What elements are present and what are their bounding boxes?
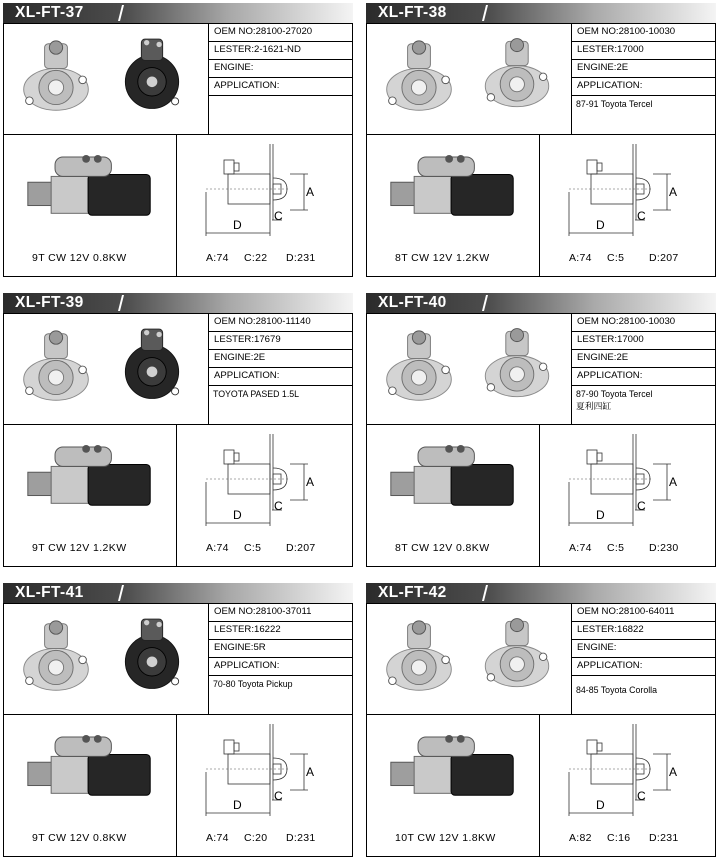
- application-text-2: 夏利四缸: [576, 401, 612, 411]
- dim-c-value: C:20: [244, 832, 268, 844]
- starter-photo-front: [18, 34, 94, 125]
- product-card: [3, 3, 353, 277]
- starter-photo-front: [18, 614, 94, 705]
- dim-d-value: D:230: [649, 542, 679, 554]
- dim-c-letter: C: [274, 499, 283, 513]
- dimension-diagram: [188, 140, 320, 253]
- dimension-diagram: [188, 430, 320, 543]
- dim-c-value: C:5: [607, 542, 625, 554]
- card-header: [366, 583, 716, 603]
- card-header: [366, 3, 716, 23]
- spec-table: [208, 24, 352, 134]
- card-header: [3, 583, 353, 603]
- starter-photo-side: [385, 150, 521, 235]
- dim-d-value: D:231: [286, 252, 316, 264]
- spec-oem: OEM NO:28100-11140: [214, 316, 311, 327]
- starter-photo-rear: [479, 612, 555, 701]
- model-title: XL-FT-41: [15, 584, 84, 601]
- header-slash: [482, 5, 488, 21]
- dim-a-value: A:82: [569, 832, 592, 844]
- dim-d-letter: D: [596, 218, 605, 232]
- application-text: 87-91 Toyota Tercel: [576, 99, 653, 109]
- starter-photo-rear: [479, 32, 555, 121]
- model-title: XL-FT-37: [15, 4, 84, 21]
- card-body: [3, 603, 353, 857]
- spec-oem: OEM NO:28100-10030: [577, 26, 676, 37]
- card-body: [3, 23, 353, 277]
- dim-d-letter: D: [233, 218, 242, 232]
- dim-a-letter: A: [306, 765, 315, 779]
- dim-a-letter: A: [306, 475, 315, 489]
- row-divider: [367, 714, 715, 715]
- spec-caption: 8T CW 12V 0.8KW: [395, 542, 490, 554]
- dim-c-value: C:16: [607, 832, 631, 844]
- spec-engine: ENGINE:: [577, 642, 617, 653]
- row-divider: [4, 424, 352, 425]
- dim-d-value: D:231: [286, 832, 316, 844]
- dim-a-value: A:74: [569, 542, 592, 554]
- spec-table: [208, 604, 352, 714]
- spec-lester: LESTER:16822: [577, 624, 644, 635]
- spec-caption: 8T CW 12V 1.2KW: [395, 252, 490, 264]
- card-header: [3, 3, 353, 23]
- card-body: [366, 23, 716, 277]
- model-title: XL-FT-39: [15, 294, 84, 311]
- dim-d-letter: D: [596, 798, 605, 812]
- bottom-divider: [539, 134, 540, 276]
- starter-photo-side: [22, 440, 158, 525]
- model-title: XL-FT-42: [378, 584, 447, 601]
- starter-photo-rear: [479, 322, 555, 411]
- row-divider: [367, 134, 715, 135]
- spec-application_label: APPLICATION:: [577, 80, 643, 91]
- product-card: [366, 3, 716, 277]
- product-card: [3, 583, 353, 857]
- dim-a-value: A:74: [569, 252, 592, 264]
- spec-engine: ENGINE:2E: [214, 352, 266, 363]
- dimension-diagram: [551, 720, 683, 833]
- dim-c-letter: C: [274, 789, 283, 803]
- dim-c-letter: C: [637, 789, 646, 803]
- dim-d-value: D:207: [286, 542, 316, 554]
- starter-photo-front: [381, 324, 457, 415]
- header-slash: [118, 585, 124, 601]
- bottom-divider: [539, 714, 540, 856]
- model-title: XL-FT-38: [378, 4, 447, 21]
- spec-application_label: APPLICATION:: [214, 80, 280, 91]
- spec-table: [208, 314, 352, 424]
- spec-engine: ENGINE:2E: [577, 62, 629, 73]
- application-text: 84-85 Toyota Corolla: [576, 685, 658, 695]
- spec-caption: 9T CW 12V 0.8KW: [32, 252, 127, 264]
- application-text: 87-90 Toyota Tercel: [576, 389, 653, 399]
- dim-d-value: D:231: [649, 832, 679, 844]
- dim-d-letter: D: [233, 798, 242, 812]
- card-body: [366, 313, 716, 567]
- row-divider: [367, 424, 715, 425]
- row-divider: [4, 134, 352, 135]
- card-body: [366, 603, 716, 857]
- dim-a-letter: A: [669, 475, 678, 489]
- spec-oem: OEM NO:28100-10030: [577, 316, 676, 327]
- spec-lester: LESTER:17000: [577, 334, 644, 345]
- starter-photo-front: [381, 34, 457, 125]
- card-header: [366, 293, 716, 313]
- header-slash: [482, 585, 488, 601]
- dim-d-letter: D: [596, 508, 605, 522]
- header-slash: [118, 295, 124, 311]
- card-header: [3, 293, 353, 313]
- dim-d-value: D:207: [649, 252, 679, 264]
- spec-application_label: APPLICATION:: [577, 660, 643, 671]
- starter-photo-side: [385, 730, 521, 815]
- spec-engine: ENGINE:5R: [214, 642, 266, 653]
- row-divider: [4, 714, 352, 715]
- product-card: [366, 583, 716, 857]
- dim-c-letter: C: [637, 499, 646, 513]
- dimension-diagram: [188, 720, 320, 833]
- dimension-diagram: [551, 140, 683, 253]
- header-slash: [482, 295, 488, 311]
- spec-lester: LESTER:17000: [577, 44, 644, 55]
- spec-engine: ENGINE:: [214, 62, 254, 73]
- dim-a-value: A:74: [206, 542, 229, 554]
- dim-c-value: C:5: [607, 252, 625, 264]
- spec-lester: LESTER:16222: [214, 624, 281, 635]
- spec-table: [571, 314, 715, 424]
- model-title: XL-FT-40: [378, 294, 447, 311]
- spec-oem: OEM NO:28100-37011: [214, 606, 312, 617]
- product-card: [3, 293, 353, 567]
- starter-photo-side: [22, 730, 158, 815]
- starter-photo-front: [381, 614, 457, 705]
- starter-photo-front: [18, 324, 94, 415]
- spec-application_label: APPLICATION:: [214, 370, 280, 381]
- starter-photo-side: [385, 440, 521, 525]
- spec-lester: LESTER:17679: [214, 334, 281, 345]
- dim-a-letter: A: [669, 765, 678, 779]
- spec-caption: 10T CW 12V 1.8KW: [395, 832, 496, 844]
- spec-application_label: APPLICATION:: [214, 660, 280, 671]
- spec-lester: LESTER:2-1621-ND: [214, 44, 301, 55]
- bottom-divider: [176, 424, 177, 566]
- spec-caption: 9T CW 12V 1.2KW: [32, 542, 127, 554]
- header-slash: [118, 5, 124, 21]
- bottom-divider: [176, 714, 177, 856]
- dim-a-letter: A: [669, 185, 678, 199]
- dim-d-letter: D: [233, 508, 242, 522]
- spec-table: [571, 604, 715, 714]
- spec-engine: ENGINE:2E: [577, 352, 629, 363]
- dim-c-value: C:22: [244, 252, 268, 264]
- spec-application_label: APPLICATION:: [577, 370, 643, 381]
- spec-oem: OEM NO:28100-27020: [214, 26, 313, 37]
- application-text: TOYOTA PASED 1.5L: [213, 389, 300, 399]
- starter-photo-rear: [116, 322, 188, 407]
- application-text: 70-80 Toyota Pickup: [213, 679, 293, 689]
- dim-c-value: C:5: [244, 542, 262, 554]
- dim-c-letter: C: [274, 209, 283, 223]
- spec-oem: OEM NO:28100-64011: [577, 606, 675, 617]
- dimension-diagram: [551, 430, 683, 543]
- dim-a-letter: A: [306, 185, 315, 199]
- starter-photo-rear: [116, 32, 188, 117]
- spec-caption: 9T CW 12V 0.8KW: [32, 832, 127, 844]
- card-body: [3, 313, 353, 567]
- product-card: [366, 293, 716, 567]
- bottom-divider: [176, 134, 177, 276]
- dim-a-value: A:74: [206, 252, 229, 264]
- starter-photo-rear: [116, 612, 188, 697]
- dim-c-letter: C: [637, 209, 646, 223]
- starter-photo-side: [22, 150, 158, 235]
- spec-table: [571, 24, 715, 134]
- dim-a-value: A:74: [206, 832, 229, 844]
- bottom-divider: [539, 424, 540, 566]
